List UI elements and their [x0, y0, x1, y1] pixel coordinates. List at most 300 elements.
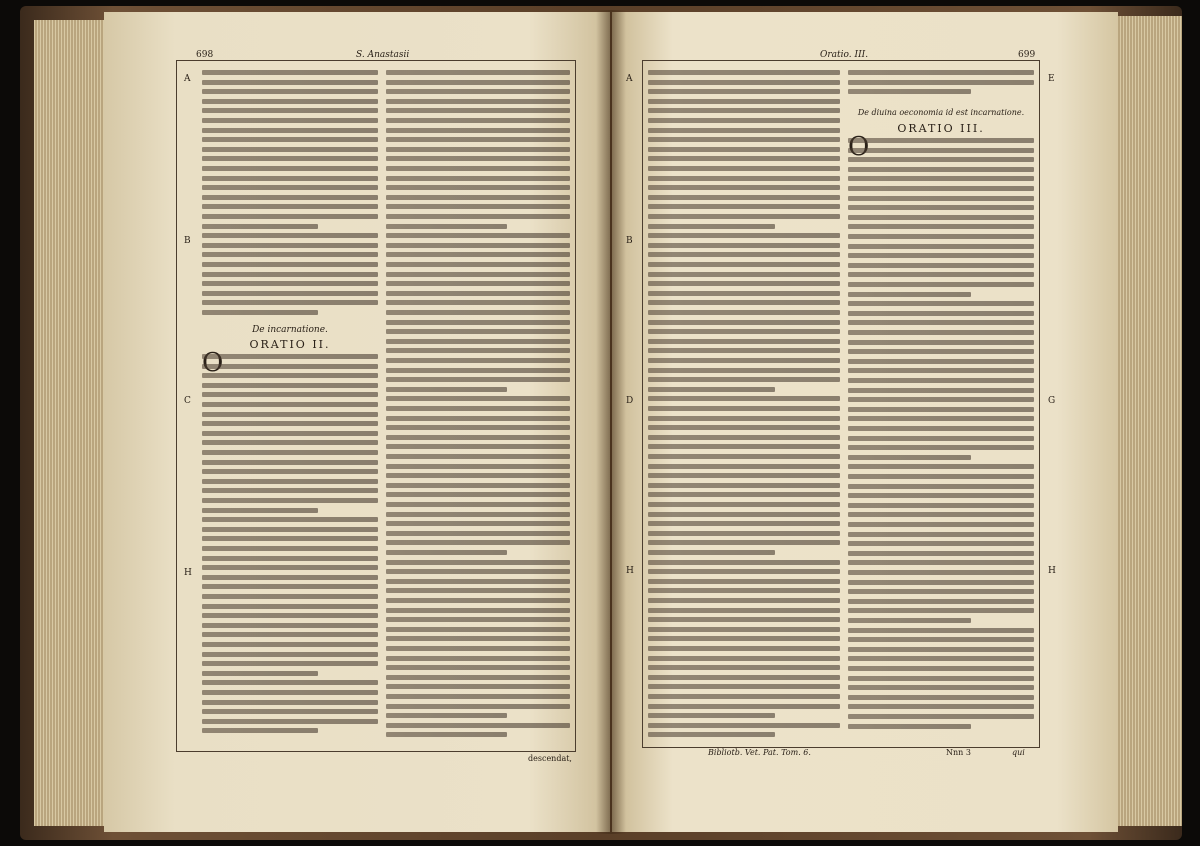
margin-letter: B [184, 236, 191, 246]
text-line [202, 291, 378, 296]
margin-letter: D [626, 396, 634, 406]
text-line [848, 426, 1034, 431]
text-line [848, 292, 971, 297]
text-line [202, 243, 378, 248]
left-oratio-title: ORATIO II. [249, 338, 331, 351]
text-line [648, 416, 840, 421]
text-line [202, 450, 378, 455]
right-column-2-lower [848, 138, 1034, 742]
text-line [848, 464, 1034, 469]
text-line [386, 502, 570, 507]
text-line [848, 551, 1034, 556]
text-line [386, 176, 570, 181]
text-line [386, 444, 570, 449]
text-line [202, 671, 318, 676]
text-line [848, 493, 1034, 498]
text-line [202, 431, 378, 436]
text-line [648, 128, 840, 133]
text-line [848, 349, 1034, 354]
text-line [202, 498, 378, 503]
text-line [848, 685, 1034, 690]
text-line [848, 474, 1034, 479]
text-line [202, 508, 318, 513]
text-line [202, 642, 378, 647]
text-line [202, 527, 378, 532]
text-line [848, 628, 1034, 633]
text-line [386, 156, 570, 161]
margin-letter: H [184, 568, 192, 578]
left-running-head: S. Anastasii [356, 50, 410, 60]
text-line [648, 617, 840, 622]
text-line [648, 272, 840, 277]
text-line [386, 368, 570, 373]
text-line [386, 70, 570, 75]
text-line [202, 300, 378, 305]
text-line [202, 556, 378, 561]
text-line [848, 138, 1034, 143]
margin-letter: B [626, 236, 633, 246]
text-line [648, 339, 840, 344]
text-line [848, 253, 1034, 258]
text-line [386, 272, 570, 277]
text-line [386, 464, 570, 469]
text-line [202, 575, 378, 580]
left-column-2 [386, 70, 570, 742]
text-line [648, 723, 840, 728]
text-line [648, 684, 840, 689]
margin-letter: A [626, 74, 633, 84]
text-line [648, 204, 840, 209]
text-line [202, 89, 378, 94]
text-line [386, 435, 570, 440]
text-line [648, 108, 840, 113]
text-line [202, 166, 378, 171]
text-line [848, 205, 1034, 210]
text-line [202, 709, 378, 714]
text-line [202, 156, 378, 161]
text-line [648, 636, 840, 641]
right-catchword: qui [1012, 748, 1025, 757]
text-line [202, 440, 378, 445]
text-line [848, 263, 1034, 268]
text-line [648, 560, 840, 565]
text-line [648, 713, 775, 718]
text-line [202, 613, 378, 618]
text-line [202, 661, 378, 666]
text-line [648, 118, 840, 123]
text-line [386, 665, 570, 670]
text-line [386, 262, 570, 267]
text-line [848, 656, 1034, 661]
text-line [648, 147, 840, 152]
text-line [848, 416, 1034, 421]
text-line [648, 598, 840, 603]
left-column-1-upper [202, 70, 378, 320]
text-line [648, 377, 840, 382]
text-line [202, 719, 378, 724]
text-line [202, 176, 378, 181]
text-line [848, 724, 971, 729]
text-line [848, 359, 1034, 364]
text-line [202, 604, 378, 609]
text-line [386, 483, 570, 488]
text-line [386, 608, 570, 613]
left-page [104, 12, 610, 832]
text-line [648, 252, 840, 257]
text-line [202, 80, 378, 85]
text-line [202, 383, 378, 388]
text-line [386, 214, 570, 219]
text-line [386, 675, 570, 680]
margin-letter: H [626, 566, 634, 576]
text-line [648, 512, 840, 517]
text-line [202, 517, 378, 522]
text-line [386, 598, 570, 603]
text-line [648, 99, 840, 104]
text-line [648, 243, 840, 248]
text-line [386, 473, 570, 478]
text-line [386, 118, 570, 123]
page-edges-right [1112, 16, 1182, 826]
text-line [848, 224, 1034, 229]
text-line [848, 503, 1034, 508]
text-line [648, 137, 840, 142]
text-line [648, 464, 840, 469]
text-line [386, 243, 570, 248]
text-line [202, 272, 378, 277]
text-line [386, 89, 570, 94]
text-line [648, 80, 840, 85]
text-line [386, 579, 570, 584]
text-line [386, 694, 570, 699]
margin-letter: G [1048, 396, 1056, 406]
margin-letter: E [1048, 74, 1055, 84]
text-line [202, 185, 378, 190]
text-line [848, 148, 1034, 153]
text-line [386, 588, 570, 593]
text-line [202, 690, 378, 695]
text-line [202, 214, 378, 219]
text-line [648, 329, 840, 334]
text-line [848, 637, 1034, 642]
text-line [202, 364, 378, 369]
signature-mark: Nnn 3 [946, 748, 971, 757]
text-line [202, 623, 378, 628]
text-line [202, 565, 378, 570]
text-line [202, 412, 378, 417]
text-line [386, 377, 570, 382]
text-line [386, 646, 570, 651]
left-catchword: descendat, [528, 754, 572, 763]
text-line [386, 406, 570, 411]
text-line [386, 320, 570, 325]
text-line [386, 569, 570, 574]
text-line [848, 618, 971, 623]
text-line [386, 310, 570, 315]
right-section-heading: De diuina oeconomia id est incarnatione. [857, 108, 1025, 117]
text-line [202, 310, 318, 315]
text-line [386, 204, 570, 209]
signature-line: Bibliotb. Vet. Pat. Tom. 6. [708, 748, 811, 757]
left-column-1-lower [202, 354, 378, 746]
text-line [648, 502, 840, 507]
margin-letter: A [184, 74, 191, 84]
text-line [202, 373, 378, 378]
text-line [202, 546, 378, 551]
text-line [848, 560, 1034, 565]
text-line [202, 536, 378, 541]
text-line [848, 397, 1034, 402]
text-line [386, 108, 570, 113]
text-line [386, 300, 570, 305]
text-line [386, 329, 570, 334]
text-line [648, 665, 840, 670]
text-line [386, 531, 570, 536]
text-line [202, 632, 378, 637]
text-line [848, 484, 1034, 489]
text-line [848, 186, 1034, 191]
text-line [386, 617, 570, 622]
text-line [386, 656, 570, 661]
text-line [202, 354, 378, 359]
text-line [648, 166, 840, 171]
text-line [202, 204, 378, 209]
text-line [202, 584, 378, 589]
text-line [202, 262, 378, 267]
text-line [386, 723, 570, 728]
text-line [202, 195, 378, 200]
text-line [386, 713, 507, 718]
text-line [648, 368, 840, 373]
text-line [386, 684, 570, 689]
text-line [386, 454, 570, 459]
text-line [848, 512, 1034, 517]
text-line [848, 89, 971, 94]
text-line [848, 176, 1034, 181]
text-line [386, 339, 570, 344]
text-line [848, 157, 1034, 162]
text-line [648, 588, 840, 593]
text-line [848, 320, 1034, 325]
text-line [648, 579, 840, 584]
text-line [848, 378, 1034, 383]
text-line [386, 521, 570, 526]
text-line [848, 407, 1034, 412]
text-line [386, 358, 570, 363]
text-line [202, 137, 378, 142]
text-line [848, 167, 1034, 172]
text-line [386, 195, 570, 200]
text-line [386, 166, 570, 171]
text-line [386, 348, 570, 353]
text-line [386, 80, 570, 85]
text-line [648, 569, 840, 574]
text-line [386, 540, 570, 545]
text-line [648, 704, 840, 709]
text-line [648, 281, 840, 286]
text-line [648, 89, 840, 94]
right-running-head: Oratio. III. [820, 50, 869, 60]
text-line [848, 70, 1034, 75]
text-line [848, 647, 1034, 652]
text-line [202, 147, 378, 152]
text-line [202, 281, 378, 286]
text-line [648, 454, 840, 459]
text-line [386, 396, 570, 401]
text-line [648, 550, 775, 555]
text-line [648, 492, 840, 497]
text-line [202, 460, 378, 465]
text-line [848, 589, 1034, 594]
right-oratio-title: ORATIO III. [897, 122, 985, 135]
book-gutter [596, 10, 626, 834]
text-line [648, 300, 840, 305]
text-line [648, 70, 840, 75]
text-line [202, 99, 378, 104]
text-line [648, 358, 840, 363]
text-line [848, 704, 1034, 709]
text-line [848, 340, 1034, 345]
text-line [386, 425, 570, 430]
text-line [848, 676, 1034, 681]
text-line [848, 301, 1034, 306]
margin-letter: H [1048, 566, 1056, 576]
text-line [386, 224, 507, 229]
text-line [386, 291, 570, 296]
text-line [648, 656, 840, 661]
text-line [848, 272, 1034, 277]
text-line [848, 330, 1034, 335]
text-line [648, 214, 840, 219]
text-line [386, 732, 507, 737]
text-line [648, 406, 840, 411]
text-line [202, 421, 378, 426]
text-line [648, 320, 840, 325]
text-line [202, 70, 378, 75]
right-page [612, 12, 1118, 832]
text-line [202, 108, 378, 113]
text-line [648, 435, 840, 440]
text-line [648, 387, 775, 392]
right-page-number: 699 [1018, 50, 1036, 60]
text-line [386, 281, 570, 286]
right-column-1 [648, 70, 840, 742]
text-line [648, 233, 840, 238]
text-line [202, 488, 378, 493]
text-line [848, 599, 1034, 604]
text-line [848, 282, 1034, 287]
text-line [202, 252, 378, 257]
text-line [648, 531, 840, 536]
text-line [848, 244, 1034, 249]
text-line [848, 368, 1034, 373]
text-line [848, 388, 1034, 393]
text-line [648, 732, 775, 737]
text-line [648, 291, 840, 296]
text-line [386, 636, 570, 641]
right-column-2-upper [848, 70, 1034, 100]
left-section-heading: De incarnatione. [252, 325, 328, 335]
text-line [648, 425, 840, 430]
text-line [848, 215, 1034, 220]
text-line [202, 479, 378, 484]
text-line [648, 195, 840, 200]
text-line [848, 455, 971, 460]
text-line [202, 594, 378, 599]
text-line [648, 176, 840, 181]
text-line [386, 128, 570, 133]
text-line [848, 80, 1034, 85]
text-line [648, 262, 840, 267]
text-line [848, 570, 1034, 575]
text-line [386, 233, 570, 238]
text-line [848, 436, 1034, 441]
text-line [648, 540, 840, 545]
text-line [386, 512, 570, 517]
text-line [386, 550, 507, 555]
text-line [648, 675, 840, 680]
text-line [648, 156, 840, 161]
text-line [202, 728, 318, 733]
text-line [202, 402, 378, 407]
text-line [202, 469, 378, 474]
text-line [648, 224, 775, 229]
text-line [386, 560, 570, 565]
text-line [386, 627, 570, 632]
text-line [648, 473, 840, 478]
text-line [202, 392, 378, 397]
text-line [202, 128, 378, 133]
text-line [386, 492, 570, 497]
text-line [648, 627, 840, 632]
text-line [386, 387, 507, 392]
text-line [648, 694, 840, 699]
text-line [202, 652, 378, 657]
text-line [648, 185, 840, 190]
text-line [386, 147, 570, 152]
page-edges-left [34, 20, 112, 826]
text-line [648, 396, 840, 401]
text-line [386, 137, 570, 142]
text-line [386, 416, 570, 421]
text-line [648, 444, 840, 449]
margin-letter: C [184, 396, 191, 406]
text-line [848, 541, 1034, 546]
text-line [848, 196, 1034, 201]
text-line [848, 666, 1034, 671]
text-line [202, 233, 378, 238]
text-line [648, 608, 840, 613]
text-line [848, 580, 1034, 585]
text-line [848, 714, 1034, 719]
text-line [202, 224, 318, 229]
text-line [386, 252, 570, 257]
text-line [848, 522, 1034, 527]
text-line [648, 646, 840, 651]
text-line [848, 532, 1034, 537]
text-line [202, 118, 378, 123]
text-line [386, 185, 570, 190]
text-line [648, 521, 840, 526]
text-line [386, 99, 570, 104]
text-line [848, 234, 1034, 239]
text-line [848, 608, 1034, 613]
text-line [202, 680, 378, 685]
text-line [648, 310, 840, 315]
text-line [648, 483, 840, 488]
text-line [848, 695, 1034, 700]
text-line [848, 311, 1034, 316]
